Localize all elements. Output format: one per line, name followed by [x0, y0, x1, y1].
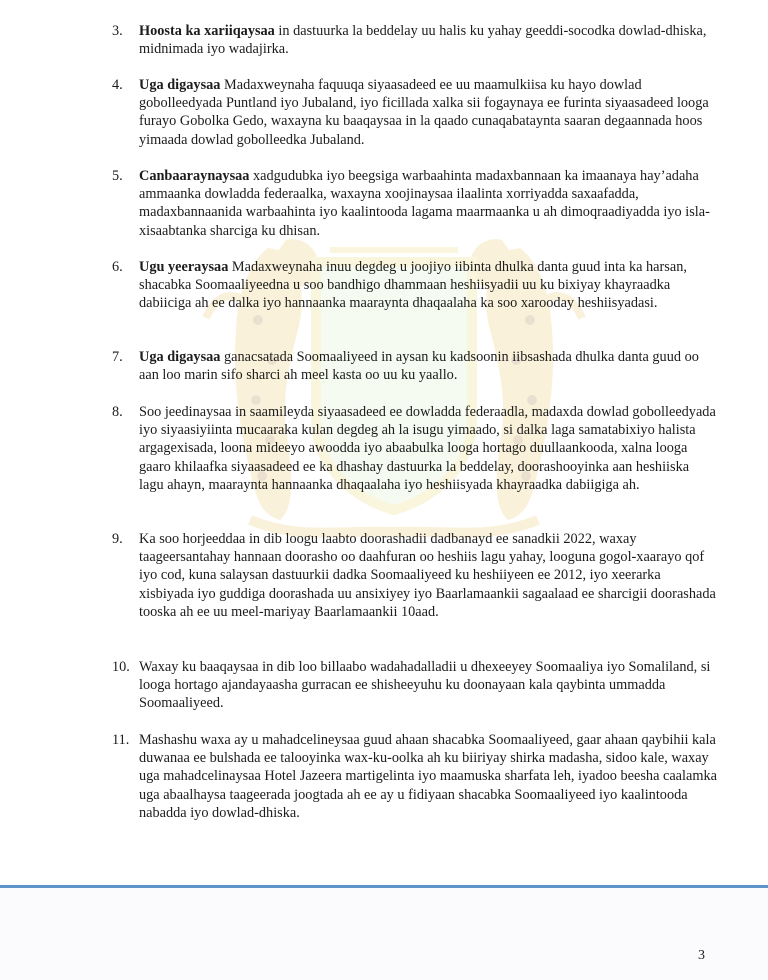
item-number: 5.: [112, 168, 123, 184]
item-text: Madaxweynaha inuu degdeg u joojiyo iibinta dhulka danta guud inta ka harsan, shacabka Soomaaliyeedna u soo bandhigo dhammaan heshiisyadii uu ku bixiyay khayraadka dabiiciga ah ee dalka iyo hannaanka maaraynta dhaqaalaha ka soo xarooday heshiisyadasi.: [139, 259, 687, 312]
item-text: in dastuurka la beddelay uu halis ku yahay geeddi-socodka dowlad-dhiska, midnimada iyo wadajirka.: [139, 23, 707, 58]
item-number: 3.: [112, 23, 123, 39]
item-number: 7.: [112, 349, 123, 365]
next-page-area: [0, 888, 768, 980]
item-text: Ka soo horjeeddaa in dib loogu laabto doorashadii dadbanayd ee sanadkii 2022, waxay taageersantahay hannaan doorasho oo daahfuran oo heshiis lagu yahay, looguna gogol-xaarayo qof iyo cod, kuna salaysan dastuurkii dadka Soomaaliyeed ku heshiiyeen ee 2012, iyo xeerarka xisbiyada iyo guddiga doorashada uu ansixiyey iyo Baarlamaankii sagaalaad ee sharcigii doorashada tooska ah ee uu meel-mariyay Baarlamaankii 10aad.: [139, 531, 716, 620]
item-lead: Uga digaysaa: [139, 349, 221, 365]
item-text: xadgudubka iyo beegsiga warbaahinta madaxbannaan ka imaanaya hay’adaha ammaanka dowladda federaalka, waxayna xoojinaysaa ilaalinta xorriyadda saxaafadda, madaxbannaanida warbaahinta iyo kaalintooda lagama maarmaanka u ah dimoqraadiyadda iyo isla-xisaabtanka sharciga ku dhisan.: [139, 168, 710, 239]
item-number: 9.: [112, 531, 123, 547]
item-number: 4.: [112, 77, 123, 93]
item-text: Waxay ku baaqaysaa in dib loo billaabo wadahadalladii u dhexeeyey Soomaaliya iyo Somaliland, si looga hortago ajandayaasha gurracan ee shisheeyuhu ku doonayaan kala qaybinta ummadda Soomaaliyeed.: [139, 659, 711, 712]
item-number: 8.: [112, 404, 123, 420]
item-text: Madaxweynaha faquuqa siyaasadeed ee uu maamulkiisa ku hayo dowlad gobolleedyada Puntland iyo Jubaland, iyo ficillada xalka sii fogaynaya ee furinta siyaasadeed looga furayo Gobolka Gedo, waxayna ku baaqaysaa in la qaado cunaqabataynta saaran degaannada hoos yimaada dowlad gobolleedka Jubaland.: [139, 77, 709, 148]
item-text: Mashashu waxa ay u mahadcelineysaa guud ahaan shacabka Soomaaliyeed, gaar ahaan qaybihii kala duwanaa ee bulshada ee talooyinka wax-ku-oolka ah ku biiriyay shirka madasha, sidoo kale, waxay uga mahadcelinaysaa Hotel Jazeera martigelinta iyo maamuska sharfata leh, iyadoo beesha caalamka uga abaalhaysa taageerada joogtada ah ee ay u fidiyaan shacabka Soomaaliyeed iyo kaalintooda nabadda iyo dowlad-dhiska.: [139, 732, 717, 821]
item-text: ganacsatada Soomaaliyeed in aysan ku kadsoonin iibsashada dhulka danta guud oo aan loo marin sifo sharci ah meel kasta oo uu ku yaallo.: [139, 349, 699, 384]
item-number: 10.: [112, 659, 130, 675]
item-number: 6.: [112, 259, 123, 275]
item-lead: Canbaaraynaysaa: [139, 168, 250, 184]
item-text: Soo jeedinaysaa in saamileyda siyaasadeed ee dowladda federaadla, madaxda dowlad gobolleedyada iyo siyaasiyiinta mucaaraka kulan degdeg ah la isugu yimaado, si dalka laga samatabixiyo halista argagexisada, loona mideeyo awoodda iyo abaabulka looga hortago duullaankooda, xalna looga gaaro khilaafka siyaasadeed ee ka dhashay dastuurka la beddelay, doorashooyinka aan heshiiska lagu ahayn, maaraynta hannaanka dhaqaalaha iyo heshiisyada khayraadka dabiigiga ah.: [139, 404, 716, 493]
item-lead: Uga digaysaa: [139, 77, 221, 93]
item-number: 11.: [112, 732, 130, 748]
page-number: 3: [698, 948, 705, 963]
item-lead: Hoosta ka xariiqaysaa: [139, 23, 275, 39]
item-lead: Ugu yeeraysaa: [139, 259, 229, 275]
